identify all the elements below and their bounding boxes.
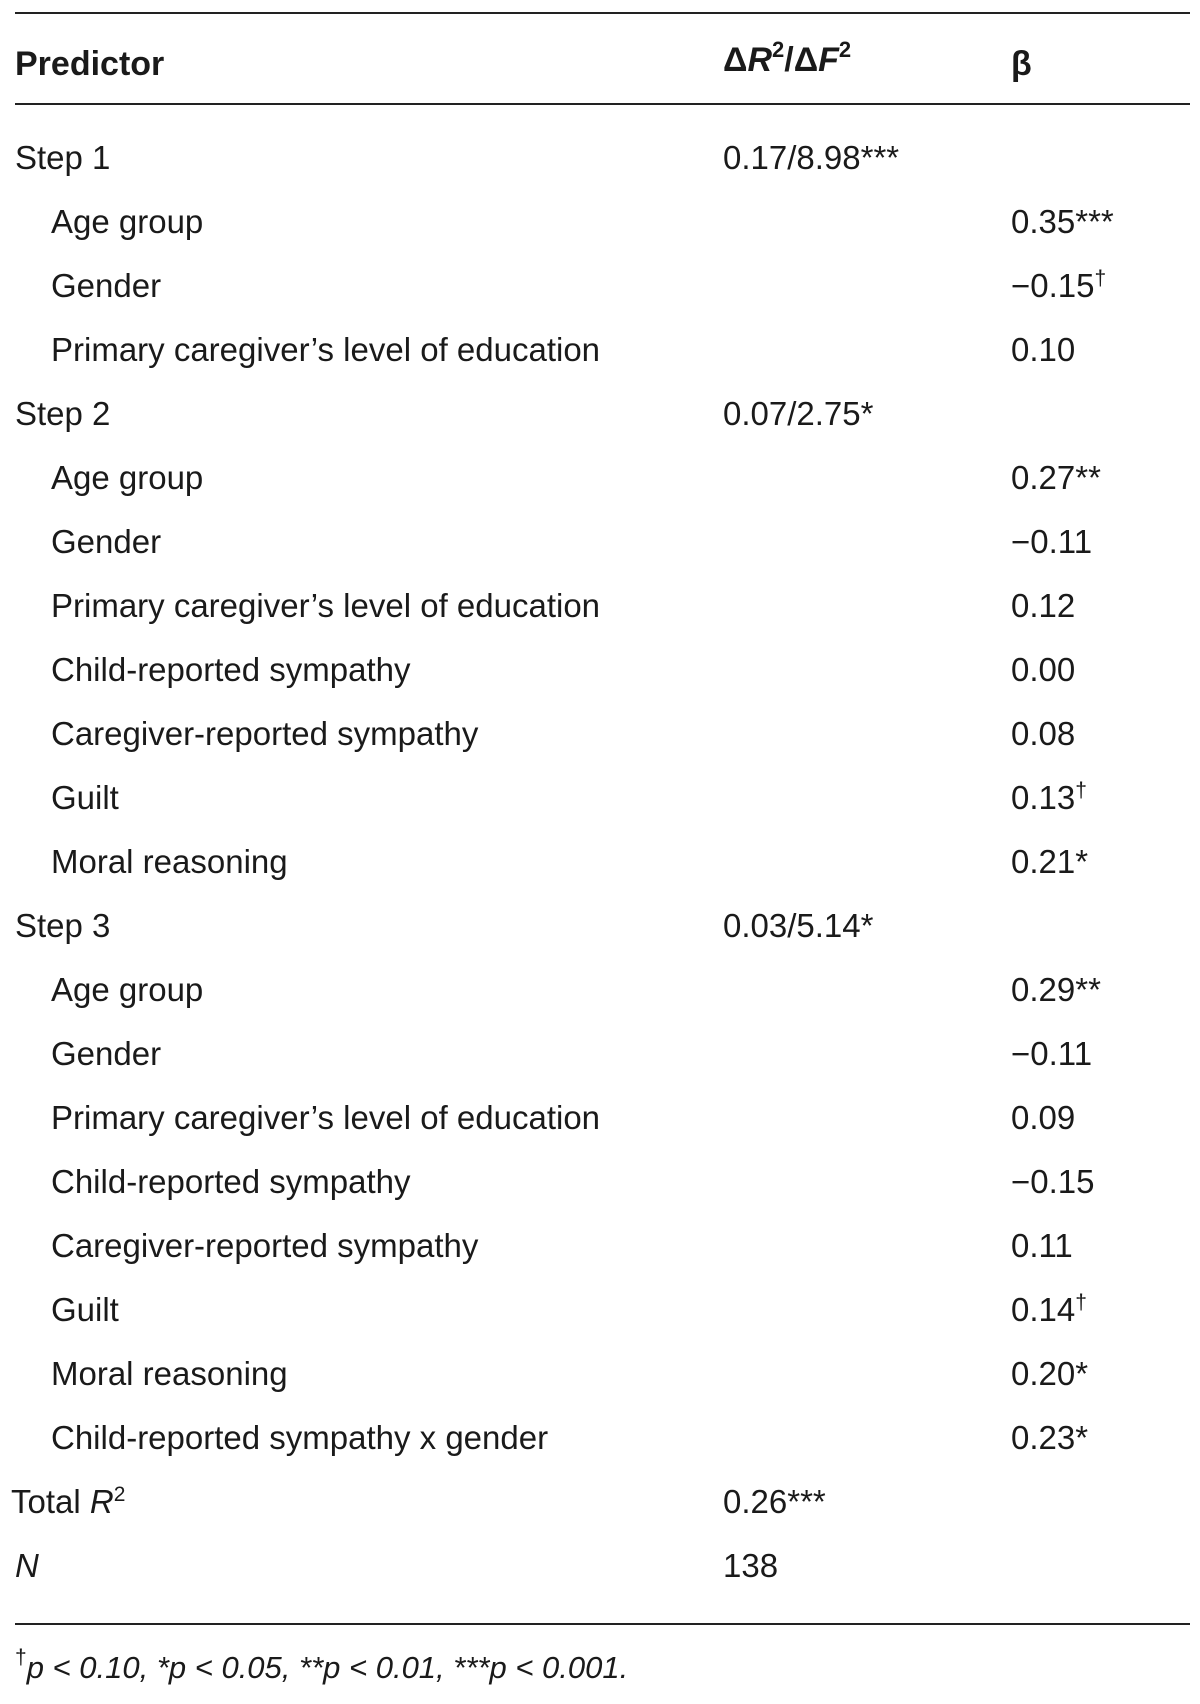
header-delta-r: R [747,41,772,79]
header-beta: β [1011,45,1032,83]
step-label: Step 1 [15,139,111,176]
predictor-label: Gender [51,267,162,304]
predictor-row [15,1027,1190,1091]
predictor-label: Gender [51,523,162,560]
predictor-row [15,963,1190,1027]
predictor-row [15,451,1190,515]
predictor-row [15,707,1190,771]
beta-number: 0.13 [1011,779,1076,816]
beta-value [1011,1163,1095,1201]
delta-value: 0.03/5.14* [723,907,874,944]
beta-value [1011,1355,1088,1393]
predictor-label: Moral reasoning [51,843,288,880]
predictor-row [15,259,1190,323]
step-row [15,387,1190,451]
beta-dagger: † [1075,779,1087,802]
predictor-row [15,835,1190,899]
beta-number: 0.14 [1011,1291,1076,1328]
predictor-row [15,643,1190,707]
header-delta-d1: Δ [723,41,748,79]
beta-value [1011,587,1075,625]
beta-value [1011,779,1087,817]
predictor-label: Age group [51,203,204,240]
total-r2-delta: 0.26*** [723,1483,826,1520]
predictor-row [15,771,1190,835]
beta-number: 0.20* [1011,1355,1089,1392]
beta-number: 0.11 [1011,1227,1073,1264]
predictor-row [15,1155,1190,1219]
header-delta-sup1: 2 [772,37,785,62]
header-delta-sup2: 2 [838,37,852,62]
beta-number: 0.09 [1011,1099,1076,1136]
predictor-label: Caregiver-reported sympathy [51,1227,479,1264]
beta-value [1011,1035,1092,1073]
beta-value [1011,1419,1088,1457]
beta-value [1011,459,1101,497]
step-row [15,899,1190,963]
predictor-label: Primary caregiver’s level of education [51,1099,601,1136]
table-header-rule [15,103,1190,105]
predictor-row [15,1219,1190,1283]
predictor-label: Age group [51,459,204,496]
predictor-row [15,1091,1190,1155]
total-r2-label-sup: 2 [113,1483,126,1506]
n-value: 138 [723,1547,779,1584]
table-footnote [15,1646,629,1686]
beta-number: −0.11 [1011,523,1093,560]
beta-value [1011,1227,1073,1265]
n-row [15,1539,1190,1603]
beta-value [1011,267,1106,305]
step-label: Step 2 [15,395,111,432]
total-r2-label [11,1483,125,1521]
beta-value [1011,715,1075,753]
beta-number: −0.11 [1011,1035,1093,1072]
table-body [11,131,1190,1603]
beta-value [1011,331,1075,369]
table-header-row [15,35,1190,85]
header-delta-f: F [818,41,839,79]
beta-dagger: † [1075,1291,1087,1314]
predictor-label: Guilt [51,779,119,816]
header-delta-d2: Δ [793,41,819,79]
beta-number: 0.23* [1011,1419,1089,1456]
beta-number: 0.21* [1011,843,1089,880]
beta-value [1011,651,1075,689]
predictor-row [15,515,1190,579]
predictor-label: Gender [51,1035,162,1072]
predictor-label: Child-reported sympathy [51,1163,411,1200]
delta-value: 0.17/8.98*** [723,139,900,176]
beta-value [1011,1099,1075,1137]
delta-value: 0.07/2.75* [723,395,874,432]
total-r2-label-text: Total [11,1483,90,1520]
beta-value [1011,203,1114,241]
predictor-label: Guilt [51,1291,119,1328]
beta-number: 0.08 [1011,715,1076,752]
predictor-label: Child-reported sympathy x gender [51,1419,549,1456]
predictor-label: Age group [51,971,204,1008]
beta-value [1011,1291,1087,1329]
beta-value [1011,843,1088,881]
predictor-row [15,1283,1190,1347]
beta-number: 0.27** [1011,459,1101,496]
beta-number: 0.10 [1011,331,1076,368]
table-top-rule [15,12,1190,14]
predictor-row [15,579,1190,643]
beta-number: 0.35*** [1011,203,1114,240]
beta-number: 0.00 [1011,651,1076,688]
predictor-row [15,323,1190,387]
predictor-row [15,195,1190,259]
step-row [15,131,1190,195]
beta-dagger: † [1094,267,1107,290]
predictor-row [15,1347,1190,1411]
footnote-dagger: † [15,1646,27,1669]
beta-number: −0.15 [1011,267,1095,304]
total-r2-row [11,1475,1190,1539]
beta-number: 0.12 [1011,587,1076,624]
beta-value [1011,523,1092,561]
n-label: N [15,1547,39,1584]
predictor-label: Moral reasoning [51,1355,288,1392]
total-r2-label-ital: R [89,1483,114,1520]
header-predictor: Predictor [15,45,165,83]
beta-number: 0.29** [1011,971,1101,1008]
table-bottom-rule [15,1623,1190,1625]
footnote-text: p < 0.10, *p < 0.05, **p < 0.01, ***p < 0.001. [26,1650,629,1685]
header-delta-slash: / [784,41,794,79]
beta-number: −0.15 [1011,1163,1095,1200]
header-delta [723,37,852,80]
predictor-label: Caregiver-reported sympathy [51,715,479,752]
predictor-row [15,1411,1190,1475]
predictor-label: Child-reported sympathy [51,651,411,688]
predictor-label: Primary caregiver’s level of education [51,331,601,368]
predictor-label: Primary caregiver’s level of education [51,587,601,624]
step-label: Step 3 [15,907,111,944]
beta-value [1011,971,1101,1009]
